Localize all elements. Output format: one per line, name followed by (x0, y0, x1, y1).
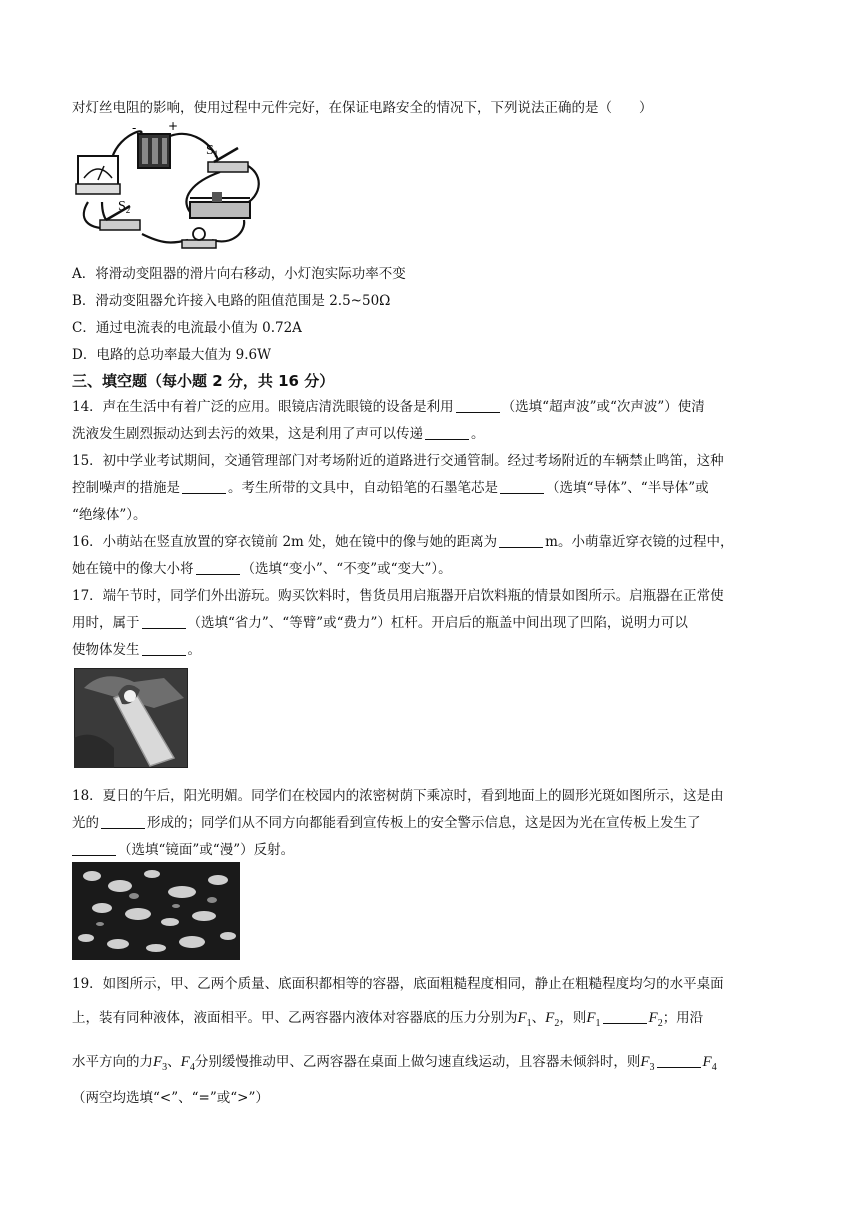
answer-blank[interactable] (657, 1053, 701, 1068)
var-f2: $F_2$ (545, 1010, 560, 1029)
battery-icon (138, 134, 170, 168)
q15-line-1: 15．初中学业考试期间，交通管理部门对考场附近的道路进行交通管制。经过考场附近的车辆禁止鸣笛，这种 (72, 453, 724, 469)
q13-stem-tail: 对灯丝电阻的影响，使用过程中元件完好，在保证电路安全的情况下，下列说法正确的是（ ） (72, 100, 653, 116)
q13-option-a: A．将滑动变阻器的滑片向右移动，小灯泡实际功率不变 (72, 266, 406, 282)
answer-blank[interactable] (196, 560, 240, 575)
bulb-icon (182, 228, 216, 248)
q19-line-2: 上，装有同种液体，液面相平。甲、乙两容器内液体对容器底的压力分别为$F_1$、$F_2$，则$F_1$ $F_2$；用沿 (72, 1010, 704, 1029)
var-f1: $F_1$ (517, 1010, 532, 1029)
answer-blank[interactable] (500, 479, 544, 494)
battery-plus-label: + (168, 122, 179, 133)
q15-line-2: 控制噪声的措施是 。考生所带的文具中，自动铅笔的石墨笔芯是 （选填“导体”、“半导体”或 (72, 480, 709, 496)
var-f1: $F_1$ (586, 1010, 601, 1029)
circuit-figure (72, 122, 268, 258)
answer-blank[interactable] (142, 614, 186, 629)
q17-line-2: 用时，属于 （选填“省力”、“等臂”或“费力”）杠杆。开启后的瓶盖中间出现了凹陷，说明力可以 (72, 615, 688, 631)
var-f2: $F_2$ (648, 1010, 663, 1029)
answer-blank[interactable] (142, 641, 186, 656)
q13-option-b: B．滑动变阻器允许接入电路的阻值范围是 2.5~50Ω (72, 293, 391, 309)
q18-line-1: 18．夏日的午后，阳光明媚。同学们在校园内的浓密树荫下乘凉时，看到地面上的圆形光斑如图所示，这是由 (72, 788, 724, 804)
bottle-opener-photo (74, 668, 188, 768)
q15-line-3: “绝缘体”）。 (72, 507, 147, 523)
rheostat-icon (190, 192, 250, 218)
battery-minus-label: - (132, 122, 137, 135)
var-f4: $F_4$ (702, 1054, 717, 1073)
q14-line-1: 14．声在生活中有着广泛的应用。眼镜店清洗眼镜的设备是利用 （选填“超声波”或“次声波”）使清 (72, 399, 705, 415)
answer-blank[interactable] (425, 425, 469, 440)
q17-line-3: 使物体发生 。 (72, 642, 201, 658)
answer-blank[interactable] (456, 398, 500, 413)
answer-blank[interactable] (101, 814, 145, 829)
var-f3: $F_3$ (640, 1054, 655, 1073)
q14-line-2: 洗液发生剧烈振动达到去污的效果，这是利用了声可以传递 。 (72, 426, 485, 442)
switch-s2-label: $S_2$ (118, 199, 131, 215)
switch-s1-label: $S_1$ (206, 143, 219, 159)
answer-blank[interactable] (499, 533, 543, 548)
q19-line-3: 水平方向的力$F_3$、$F_4$分别缓慢推动甲、乙两容器在桌面上做匀速直线运动，且容器未倾斜时，则$F_3$ $F_4$ (72, 1054, 717, 1073)
ammeter-icon (76, 156, 120, 194)
q13-option-d: D．电路的总功率最大值为 9.6W (72, 347, 271, 363)
q17-line-1: 17．端午节时，同学们外出游玩。购买饮料时，售货员用启瓶器开启饮料瓶的情景如图所示。启瓶器在正常使 (72, 588, 724, 604)
var-f3: $F_3$ (153, 1054, 168, 1073)
answer-blank[interactable] (182, 479, 226, 494)
answer-blank[interactable] (603, 1009, 647, 1024)
q16-line-1: 16．小萌站在竖直放置的穿衣镜前 2m 处，她在镜中的像与她的距离为 m。小萌靠近穿衣镜的过程中， (72, 534, 734, 550)
q16-line-2: 她在镜中的像大小将 （选填“变小”、“不变”或“变大”）。 (72, 561, 452, 577)
var-f4: $F_4$ (180, 1054, 195, 1073)
answer-blank[interactable] (72, 841, 116, 856)
section-title: 三、填空题（每小题 2 分，共 16 分） (72, 372, 335, 390)
q18-line-3: （选填“镜面”或“漫”）反射。 (72, 840, 792, 860)
q19-line-1: 19．如图所示，甲、乙两个质量、底面积都相等的容器，底面粗糙程度相同，静止在粗糙程度均匀的水平桌面 (72, 976, 724, 992)
q19-line-4: （两空均选填“<”、“=”或“>”） (72, 1090, 269, 1106)
q18-line-2: 光的 形成的；同学们从不同方向都能看到宣传板上的安全警示信息，这是因为光在宣传板上发生了 (72, 815, 701, 831)
q13-option-c: C．通过电流表的电流最小值为 0.72A (72, 320, 302, 336)
light-spots-photo (72, 862, 240, 960)
